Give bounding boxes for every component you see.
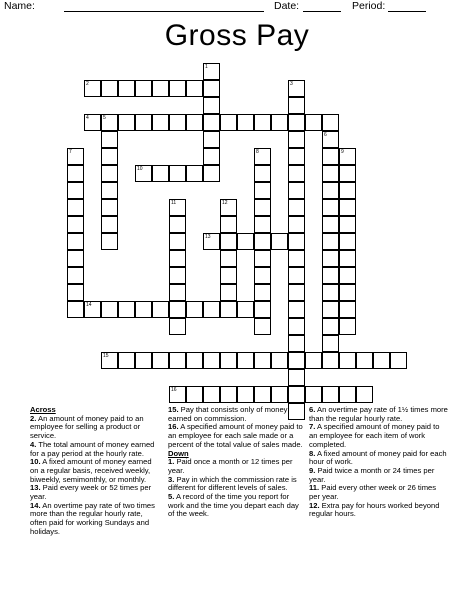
grid-cell[interactable] [186,352,203,369]
clue-number-label: 9. [309,465,316,475]
grid-cell[interactable] [288,148,305,165]
grid-cell[interactable] [288,267,305,284]
grid-cell[interactable] [67,267,84,284]
grid-cell[interactable] [220,233,237,250]
grid-cell[interactable] [169,301,186,318]
grid-cell[interactable] [288,97,305,114]
grid-cell[interactable] [67,284,84,301]
grid-cell[interactable] [322,182,339,199]
grid-cell[interactable] [339,182,356,199]
grid-cell[interactable] [186,386,203,403]
clue-number-label: 16. [168,422,179,432]
grid-cell[interactable] [203,386,220,403]
grid-cell[interactable] [237,233,254,250]
grid-cell[interactable] [271,386,288,403]
grid-cell[interactable] [288,301,305,318]
grid-cell[interactable] [322,284,339,301]
clue-number-label: 4. [30,439,37,449]
grid-cell[interactable] [220,284,237,301]
grid-cell[interactable] [356,352,373,369]
clue-text: A fixed amount of money earned on a regular basis, received weekly, biweekly, semimonthly, or monthly. [30,457,152,484]
grid-cell[interactable] [254,165,271,182]
grid-cell[interactable] [169,267,186,284]
clue-number-label: 13. [30,483,41,493]
clue-number: 7 [69,149,72,155]
grid-cell[interactable] [339,216,356,233]
grid-cell[interactable] [288,233,305,250]
grid-cell[interactable] [152,114,169,131]
grid-cell[interactable] [288,318,305,335]
grid-cell[interactable] [186,80,203,97]
grid-cell[interactable] [169,80,186,97]
clue-text: The total amount of money earned for a pay period at the hourly rate. [30,439,155,458]
clue-number-label: 10. [30,457,41,467]
grid-cell[interactable] [237,352,254,369]
grid-cell[interactable] [254,233,271,250]
down-clue [309,406,449,423]
clue-text: A specified amount of money paid to an employee for each sale made or a percent of the total value of sales made. [168,422,303,449]
grid-cell[interactable] [67,182,84,199]
grid-cell[interactable] [339,301,356,318]
grid-cell[interactable] [271,352,288,369]
name-label: Name: [4,0,35,12]
across-heading: Across [30,405,56,414]
grid-cell[interactable] [254,284,271,301]
grid-cell[interactable] [186,301,203,318]
grid-cell[interactable] [254,301,271,318]
grid-cell[interactable] [220,301,237,318]
down-clue [168,493,305,519]
grid-cell[interactable] [339,318,356,335]
grid-cell[interactable] [203,131,220,148]
grid-cell[interactable] [288,335,305,352]
grid-cell[interactable] [135,352,152,369]
grid-cell[interactable] [203,80,220,97]
clue-text: Paid every other week or 26 times per year. [309,483,437,502]
clue-text: A specified amount of money paid to an employee for each item of work completed. [309,422,440,449]
clue-number-label: 14. [30,500,41,510]
grid-cell[interactable] [101,80,118,97]
clue-number: 9 [341,149,344,155]
clue-number-label: 5. [168,492,175,502]
clue-number: 15 [103,353,109,359]
clue-text: An overtime pay rate of two times more than the regular hourly rate, often paid for working Sundays and holidays. [30,500,155,536]
clue-text: A record of the time you report for work and the time you depart each day of the week. [168,492,299,519]
grid-cell[interactable] [220,267,237,284]
grid-cell[interactable] [220,352,237,369]
grid-cell[interactable] [135,114,152,131]
clue-number: 5 [103,115,106,121]
down-clue [309,467,449,484]
across-clue [168,406,305,423]
grid-cell[interactable] [254,267,271,284]
grid-cell[interactable] [322,386,339,403]
grid-cell[interactable] [135,301,152,318]
grid-cell[interactable] [322,250,339,267]
grid-cell[interactable] [67,301,84,318]
clue-number: 16 [171,387,177,393]
grid-cell[interactable] [322,114,339,131]
clue-text: Pay in which the commission rate is different for different levels of sales. [168,474,297,493]
grid-cell[interactable] [271,233,288,250]
clue-number: 4 [86,115,89,121]
grid-cell[interactable] [322,318,339,335]
grid-cell[interactable] [390,352,407,369]
grid-cell[interactable] [339,386,356,403]
grid-cell[interactable] [339,199,356,216]
grid-cell[interactable] [118,352,135,369]
grid-cell[interactable] [288,369,305,386]
clue-text: Paid once a month or 12 times per year. [168,457,293,475]
grid-cell[interactable] [254,318,271,335]
grid-cell[interactable] [288,386,305,403]
grid-cell[interactable] [101,131,118,148]
grid-cell[interactable] [322,267,339,284]
grid-cell[interactable] [322,301,339,318]
grid-cell[interactable] [322,165,339,182]
grid-cell[interactable] [322,199,339,216]
grid-cell[interactable] [339,284,356,301]
clue-text: Paid every week or 52 times per year. [30,483,152,502]
date-label: Date: [274,0,300,12]
across-clue [168,423,305,449]
grid-cell[interactable] [305,386,322,403]
clue-text: An overtime pay rate of 1½ times more than the regular hourly rate. [309,405,448,423]
grid-cell[interactable] [288,182,305,199]
grid-cell[interactable] [152,352,169,369]
clue-text: An amount of money paid to an employee for selling a product or service. [30,413,144,441]
grid-cell[interactable] [152,165,169,182]
clue-number: 2 [86,81,89,87]
clue-number-label: 6. [309,405,316,414]
grid-cell[interactable] [186,114,203,131]
grid-cell[interactable] [288,114,305,131]
page-title: Gross Pay [164,19,310,52]
grid-cell[interactable] [288,165,305,182]
grid-cell[interactable] [237,386,254,403]
grid-cell[interactable] [67,216,84,233]
grid-cell[interactable] [254,182,271,199]
grid-cell[interactable] [101,233,118,250]
grid-cell[interactable] [271,114,288,131]
grid-cell[interactable] [322,148,339,165]
across-clue [30,458,160,484]
grid-cell[interactable] [220,114,237,131]
period-label: Period: [352,0,386,12]
grid-cell[interactable] [101,301,118,318]
clue-text: Extra pay for hours worked beyond regular hours. [309,500,440,519]
grid-cell[interactable] [322,233,339,250]
grid-cell[interactable] [67,165,84,182]
grid-cell[interactable] [203,301,220,318]
across-clue [30,502,160,537]
grid-cell[interactable] [118,114,135,131]
grid-cell[interactable] [237,301,254,318]
clue-number-label: 15. [168,405,179,414]
clue-number: 11 [171,200,177,206]
grid-cell[interactable] [169,250,186,267]
grid-cell[interactable] [288,284,305,301]
grid-cell[interactable] [169,352,186,369]
grid-cell[interactable] [135,80,152,97]
grid-cell[interactable] [288,216,305,233]
down-clue [168,458,305,475]
grid-cell[interactable] [203,165,220,182]
across-clues-column-1 [30,406,160,537]
clue-number-label: 11. [309,483,320,493]
grid-cell[interactable] [101,199,118,216]
grid-cell[interactable] [254,199,271,216]
down-heading: Down [168,448,189,458]
clue-text: A fixed amount of money paid for each hour of work. [309,448,447,467]
grid-cell[interactable] [118,80,135,97]
grid-cell[interactable] [101,216,118,233]
grid-cell[interactable] [322,352,339,369]
grid-cell[interactable] [288,199,305,216]
grid-cell[interactable] [322,335,339,352]
grid-cell[interactable] [288,131,305,148]
clue-number: 12 [222,200,228,206]
clue-number-label: 1. [168,457,175,467]
clue-text: Paid twice a month or 24 times per year. [309,465,435,484]
grid-cell[interactable] [288,352,305,369]
grid-cell[interactable] [186,165,203,182]
grid-cell[interactable] [203,352,220,369]
grid-cell[interactable] [339,165,356,182]
clue-number-label: 2. [30,413,37,423]
clue-number: 13 [205,234,211,240]
grid-cell[interactable] [220,216,237,233]
clue-number: 8 [256,149,259,155]
down-clue [309,502,449,519]
clue-number: 10 [137,166,143,172]
grid-cell[interactable] [288,250,305,267]
grid-cell[interactable] [254,352,271,369]
grid-cell[interactable] [169,284,186,301]
grid-cell[interactable] [101,182,118,199]
grid-cell[interactable] [67,250,84,267]
grid-cell[interactable] [339,352,356,369]
grid-cell[interactable] [305,352,322,369]
clue-number-label: 12. [309,500,320,510]
across-clue [30,484,160,501]
clue-number-label: 3. [168,474,175,484]
grid-cell[interactable] [169,318,186,335]
clue-number-label: 7. [309,422,316,432]
grid-cell[interactable] [254,386,271,403]
down-clue [309,450,449,467]
down-clue [309,484,449,501]
grid-cell[interactable] [373,352,390,369]
clues-column-2 [168,406,305,519]
grid-cell[interactable] [203,148,220,165]
grid-cell[interactable] [67,233,84,250]
grid-cell[interactable] [305,114,322,131]
clue-number: 1 [205,64,208,70]
grid-cell[interactable] [254,216,271,233]
clue-number-label: 8. [309,448,316,458]
clue-text: Pay that consists only of money earned on commission. [168,405,288,423]
grid-cell[interactable] [152,80,169,97]
down-clues-column-3 [309,406,449,519]
grid-cell[interactable] [254,114,271,131]
clue-number: 3 [290,81,293,87]
grid-cell[interactable] [67,199,84,216]
grid-cell[interactable] [254,250,271,267]
grid-cell[interactable] [169,233,186,250]
down-clue [168,476,305,493]
grid-cell[interactable] [220,250,237,267]
clue-number: 14 [86,302,92,308]
grid-cell[interactable] [169,114,186,131]
grid-cell[interactable] [169,216,186,233]
grid-cell[interactable] [203,97,220,114]
grid-cell[interactable] [237,114,254,131]
grid-cell[interactable] [339,233,356,250]
grid-cell[interactable] [322,216,339,233]
grid-cell[interactable] [118,301,135,318]
grid-cell[interactable] [203,114,220,131]
across-clue [30,415,160,441]
down-clue [309,423,449,449]
across-clue [30,441,160,458]
grid-cell[interactable] [101,165,118,182]
grid-cell[interactable] [220,386,237,403]
grid-cell[interactable] [339,267,356,284]
grid-cell[interactable] [101,148,118,165]
grid-cell[interactable] [169,165,186,182]
grid-cell[interactable] [356,386,373,403]
clue-number: 6 [324,132,327,138]
grid-cell[interactable] [339,250,356,267]
grid-cell[interactable] [152,301,169,318]
